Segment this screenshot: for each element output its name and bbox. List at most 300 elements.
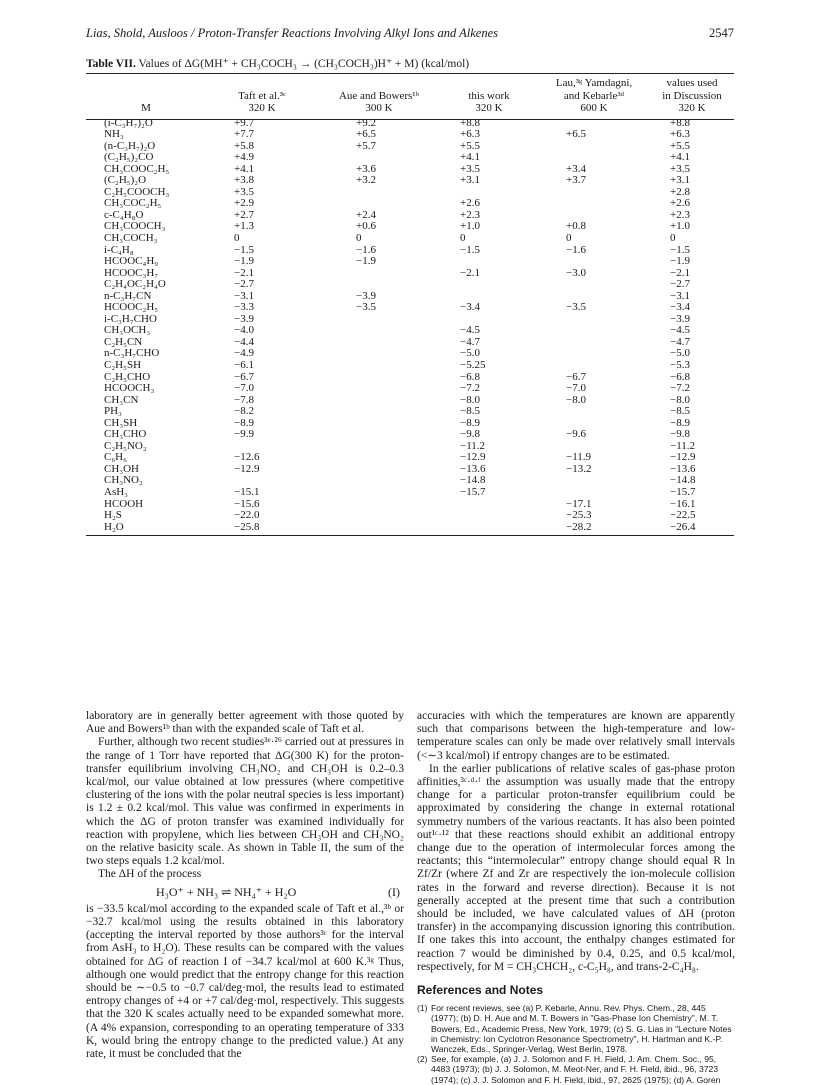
table-row	[86, 360, 734, 372]
value-cell	[538, 406, 650, 418]
value-cell: −17.1	[566, 497, 592, 510]
compound-cell: C₂H₅CN	[104, 335, 143, 348]
compound-cell: HCOOH	[104, 497, 144, 510]
table-row	[86, 510, 734, 522]
compound-cell: CH₃SH	[104, 416, 138, 429]
column-header-line	[206, 77, 318, 90]
value-cell: 0	[460, 231, 466, 244]
value-cell: +4.1	[670, 151, 690, 164]
value-cell	[538, 475, 650, 487]
compound-cell: (n-C₃H₇)₂O	[104, 139, 156, 152]
column-header-line: this work	[468, 89, 510, 102]
value-cell: 0	[566, 231, 572, 244]
value-cell: −25.8	[234, 520, 260, 533]
compound-cell: HCOOC₃H₇	[104, 266, 159, 279]
table-caption	[86, 56, 469, 70]
paragraph: is −33.5 kcal/mol according to the expanded scale of Taft et al.,³ᵇ or −32.7 kcal/mol using the results obtained in this laboratory (accepting the interval reported by those authors³ᶜ for the interval from AsH₃ to H₂O). These results can be compared with the values obtained for ΔG of reaction I of −34.7 kcal/mol at 600 K.³ᵍ Thus, although one would predict that the entropy change for this reaction should be ∼−0.5 to −0.7 cal/deg·mol, the results lead to estimated entropy changes of +4 or +7 cal/deg·mol, respectively. This suggests that the 320 K scales actually need to be expanded somewhat more. (A 4% expansion, corresponding to an operating temperature of 333 K, would bring the entropy change to the predicted value.) At any rate, it must be concluded that the	[86, 902, 404, 1061]
value-cell: −15.1	[234, 486, 260, 498]
value-cell	[318, 418, 440, 430]
value-cell	[440, 256, 538, 268]
paragraph: laboratory are in generally better agreement with those quoted by Aue and Bowers¹ᵇ than with the expanded scale of Taft et al.	[86, 710, 404, 736]
column-header-line: values used	[666, 77, 718, 89]
table-row	[86, 291, 734, 303]
table-top-rule	[86, 73, 734, 74]
value-cell: +2.6	[460, 197, 480, 210]
value-cell	[538, 210, 650, 222]
value-cell: +0.8	[566, 220, 586, 233]
value-cell: −26.4	[670, 520, 696, 533]
value-cell	[318, 441, 440, 453]
value-cell: −15.7	[670, 486, 696, 498]
value-cell: −5.0	[460, 347, 480, 360]
compound-cell: c-C₄H₈O	[104, 208, 144, 221]
table-row	[86, 152, 734, 164]
value-cell: −4.5	[460, 324, 480, 337]
value-cell: +9.7	[234, 116, 254, 129]
value-cell	[318, 475, 440, 487]
value-cell: +0.6	[356, 220, 376, 233]
table-row	[86, 221, 734, 233]
value-cell	[538, 348, 650, 360]
compound-cell: CH₃COCH₃	[104, 231, 158, 244]
table-row	[86, 429, 734, 441]
value-cell: +3.2	[356, 174, 376, 187]
value-cell	[440, 522, 538, 534]
value-cell	[318, 487, 440, 499]
table-row	[86, 256, 734, 268]
value-cell: −3.4	[670, 301, 690, 314]
table-row	[86, 475, 734, 487]
compound-cell: CH₃NO₂	[104, 474, 143, 487]
column-header-line: Lau,³ᵍ Yamdagni,	[555, 77, 633, 89]
value-cell: −1.5	[234, 243, 254, 256]
table-row	[86, 314, 734, 326]
column-header-line: Taft et al.³ᶜ	[238, 89, 286, 102]
value-cell: −8.9	[670, 416, 690, 429]
value-cell: −1.5	[670, 243, 690, 256]
value-cell: −3.0	[566, 266, 586, 279]
compound-cell: H₂O	[104, 520, 124, 533]
value-cell: −6.1	[234, 358, 254, 371]
value-cell: +3.7	[566, 174, 586, 187]
value-cell: +6.3	[670, 128, 690, 141]
value-cell	[538, 141, 650, 153]
column-header-line: Aue and Bowers¹ᵇ	[338, 89, 420, 102]
column-header-line	[440, 77, 538, 90]
table-row	[86, 406, 734, 418]
value-cell: −12.6	[234, 451, 260, 464]
table-caption-text: Values of ΔG(MH⁺ + CH₃COCH₃ → (CH₃COCH₃)H⁺ + M) (kcal/mol)	[138, 58, 470, 70]
value-cell	[318, 522, 440, 534]
value-cell: +8.8	[670, 116, 690, 129]
value-cell: −14.8	[670, 474, 696, 487]
value-cell	[440, 279, 538, 291]
value-cell: −8.0	[460, 393, 480, 406]
column-header	[650, 77, 734, 118]
value-cell: −8.9	[460, 416, 480, 429]
table-label: Table VII.	[86, 58, 136, 70]
column-header-line: 320 K	[678, 102, 706, 114]
value-cell	[318, 464, 440, 476]
value-cell	[318, 198, 440, 210]
value-cell	[206, 441, 318, 453]
compound-cell: CH₃COOCH₃	[104, 220, 166, 233]
value-cell: −3.9	[356, 289, 376, 302]
table-row	[86, 499, 734, 511]
table-header-row	[86, 77, 734, 118]
table-row	[86, 522, 734, 534]
value-cell: −1.6	[356, 243, 376, 256]
table-row	[86, 325, 734, 337]
value-cell	[318, 499, 440, 511]
value-cell: −8.2	[234, 405, 254, 418]
value-cell: −4.7	[670, 335, 690, 348]
value-cell: +2.8	[670, 185, 690, 198]
value-cell: +3.5	[670, 162, 690, 175]
value-cell: −2.1	[234, 266, 254, 279]
value-cell: −5.3	[670, 358, 690, 371]
value-cell	[440, 314, 538, 326]
left-column	[86, 710, 404, 1061]
value-cell: +2.3	[670, 208, 690, 221]
value-cell: −12.9	[670, 451, 696, 464]
equation-I	[86, 882, 404, 903]
value-cell: −7.2	[670, 382, 690, 395]
compound-cell: CH₃COC₂H₅	[104, 197, 162, 210]
compound-cell: CH₃CHO	[104, 428, 147, 441]
value-cell: −3.3	[234, 301, 254, 314]
value-cell	[538, 187, 650, 199]
value-cell	[538, 360, 650, 372]
table-bottom-rule	[86, 535, 734, 536]
value-cell: 0	[670, 231, 676, 244]
value-cell: −22.5	[670, 509, 696, 522]
value-cell	[206, 475, 318, 487]
paragraph: accuracies with which the temperatures are known are apparently such that comparisons between the high-temperature and low-temperature scales can only be made over relatively small intervals (<∼3 kcal/mol) if entropy changes are to be estimated.	[417, 710, 735, 762]
value-cell: −13.6	[460, 462, 486, 475]
value-cell: +2.6	[670, 197, 690, 210]
value-cell: −4.9	[234, 347, 254, 360]
value-cell: −8.0	[566, 393, 586, 406]
compound-cell: n-C₃H₇CHO	[104, 347, 160, 360]
value-cell: −3.9	[234, 312, 254, 325]
value-cell: +5.7	[356, 139, 376, 152]
value-cell: −2.7	[234, 278, 254, 291]
column-header	[206, 77, 318, 118]
value-cell: −4.5	[670, 324, 690, 337]
column-header-line	[318, 77, 440, 90]
table-row	[86, 279, 734, 291]
table-row	[86, 245, 734, 257]
table-row	[86, 452, 734, 464]
value-cell	[440, 187, 538, 199]
value-cell	[538, 487, 650, 499]
compound-cell: (i-C₃H₇)₂O	[104, 116, 153, 129]
value-cell	[318, 383, 440, 395]
value-cell	[538, 256, 650, 268]
value-cell: −9.6	[566, 428, 586, 441]
value-cell: +6.3	[460, 128, 480, 141]
value-cell: +6.5	[356, 128, 376, 141]
compound-cell: HCOOC₄H₉	[104, 255, 159, 268]
table-header-rule	[86, 119, 734, 120]
value-cell: −5.25	[460, 358, 486, 371]
value-cell: −25.3	[566, 509, 592, 522]
reference-number: (1)	[417, 1003, 428, 1014]
value-cell: −3.5	[356, 301, 376, 314]
value-cell: −13.6	[670, 462, 696, 475]
running-title: Lias, Shold, Ausloos / Proton-Transfer Reactions Involving Alkyl Ions and Alkenes	[86, 26, 499, 40]
value-cell: −7.0	[234, 382, 254, 395]
table-row	[86, 129, 734, 141]
value-cell: +2.4	[356, 208, 376, 221]
value-cell: −3.4	[460, 301, 480, 314]
value-cell: +4.9	[234, 151, 254, 164]
value-cell: +3.1	[670, 174, 690, 187]
table-row	[86, 383, 734, 395]
value-cell	[318, 314, 440, 326]
value-cell: −12.9	[234, 462, 260, 475]
value-cell: −1.6	[566, 243, 586, 256]
column-header	[538, 77, 650, 118]
value-cell: −6.8	[670, 370, 690, 383]
value-cell	[538, 325, 650, 337]
column-header-line: 300 K	[365, 102, 393, 114]
value-cell	[538, 418, 650, 430]
value-cell	[538, 441, 650, 453]
table-row	[86, 302, 734, 314]
column-header-line: 320 K	[248, 102, 276, 114]
value-cell: +2.3	[460, 208, 480, 221]
table-row	[86, 198, 734, 210]
value-cell: +5.5	[670, 139, 690, 152]
value-cell: 0	[356, 231, 362, 244]
column-header-line: and Kebarle³ᵈ	[563, 89, 625, 102]
column-header	[318, 77, 440, 118]
value-cell: +9.2	[356, 116, 376, 129]
compound-cell: C₂H₅NO₂	[104, 439, 147, 452]
value-cell: −1.9	[234, 255, 254, 268]
value-cell: +3.1	[460, 174, 480, 187]
compound-cell: i-C₃H₇CHO	[104, 312, 157, 325]
value-cell	[440, 510, 538, 522]
value-cell: −28.2	[566, 520, 592, 533]
value-cell: +7.7	[234, 128, 254, 141]
value-cell: −6.8	[460, 370, 480, 383]
value-cell: −4.4	[234, 335, 254, 348]
column-header	[86, 77, 206, 118]
value-cell: −15.7	[460, 486, 486, 498]
value-cell	[318, 510, 440, 522]
column-header-line: 320 K	[475, 102, 503, 114]
value-cell	[538, 337, 650, 349]
value-cell: −3.1	[234, 289, 254, 302]
value-cell: −8.5	[460, 405, 480, 418]
value-cell: +3.5	[460, 162, 480, 175]
compound-cell: C₆H₆	[104, 451, 127, 464]
value-cell: −2.1	[670, 266, 690, 279]
value-cell: −16.1	[670, 497, 696, 510]
value-cell: −6.7	[566, 370, 586, 383]
value-cell: 0	[234, 231, 240, 244]
value-cell	[318, 452, 440, 464]
value-cell	[318, 279, 440, 291]
value-cell: +4.1	[460, 151, 480, 164]
data-table	[86, 77, 734, 533]
value-cell: +1.3	[234, 220, 254, 233]
value-cell: +3.5	[234, 185, 254, 198]
compound-cell: CH₃CN	[104, 393, 139, 406]
reference-item	[417, 1054, 735, 1085]
table-row	[86, 164, 734, 176]
compound-cell: HCOOCH₃	[104, 382, 155, 395]
table-row	[86, 441, 734, 453]
equation-body: H₃O⁺ + NH₃ ⇌ NH₄⁺ + H₂O	[156, 884, 297, 899]
paragraph: The ΔH of the process	[98, 868, 202, 881]
paragraph: Further, although two recent studies³ᵉ·²⁶ carried out at pressures in the range of 1 Torr have reported that ΔG(300 K) for the proton-transfer equilibrium involving CH₃NO₂ and CH₃OH is 0.2–0.3 kcal/mol, our value obtained at low pressures (where competitive clustering of the ions with the polar neutral species is less important) is 1.2 ± 0.2 kcal/mol. This value was confirmed in experiments in which the ΔG of proton transfer was examined individually for reaction with propylene, which lies between CH₃OH and CH₃NO₂ on the relative basicity scale. As shown in Table II, the sum of the two steps equals 1.2 kcal/mol.	[86, 736, 404, 868]
value-cell: +3.4	[566, 162, 586, 175]
table-row	[86, 187, 734, 199]
right-column	[417, 710, 735, 1085]
value-cell: −1.5	[460, 243, 480, 256]
value-cell	[538, 291, 650, 303]
table-row	[86, 348, 734, 360]
value-cell: −7.0	[566, 382, 586, 395]
value-cell: +8.8	[460, 116, 480, 129]
value-cell	[440, 291, 538, 303]
value-cell: −14.8	[460, 474, 486, 487]
value-cell	[440, 499, 538, 511]
value-cell	[538, 198, 650, 210]
compound-cell: CH₃OCH₃	[104, 324, 151, 337]
value-cell: −7.8	[234, 393, 254, 406]
reference-number: (2)	[417, 1054, 428, 1065]
value-cell: +5.5	[460, 139, 480, 152]
value-cell	[318, 152, 440, 164]
value-cell: +2.9	[234, 197, 254, 210]
value-cell	[318, 187, 440, 199]
compound-cell: C₂H₅CHO	[104, 370, 151, 383]
value-cell: +3.8	[234, 174, 254, 187]
value-cell	[318, 372, 440, 384]
value-cell: +4.1	[234, 162, 254, 175]
value-cell: −12.9	[460, 451, 486, 464]
compound-cell: (C₂H₅)₂O	[104, 174, 147, 187]
value-cell: +5.8	[234, 139, 254, 152]
value-cell	[538, 152, 650, 164]
references-heading: References and Notes	[417, 983, 544, 998]
value-cell: −5.0	[670, 347, 690, 360]
value-cell: +1.0	[460, 220, 480, 233]
value-cell	[318, 429, 440, 441]
value-cell: −2.1	[460, 266, 480, 279]
compound-cell: (C₂H₅)₂CO	[104, 151, 154, 164]
column-header-line: M	[141, 102, 151, 114]
column-header-line	[86, 77, 206, 90]
table-row	[86, 175, 734, 187]
value-cell	[318, 348, 440, 360]
column-header	[440, 77, 538, 118]
value-cell	[318, 325, 440, 337]
table-row	[86, 141, 734, 153]
page-number: 2547	[709, 26, 734, 40]
value-cell: +1.0	[670, 220, 690, 233]
compound-cell: AsH₃	[104, 486, 129, 498]
value-cell: −6.7	[234, 370, 254, 383]
value-cell: −1.9	[670, 255, 690, 268]
compound-cell: PH₃	[104, 405, 122, 418]
equation-number: (I)	[388, 884, 400, 899]
value-cell: −11.2	[460, 439, 486, 452]
compound-cell: HCOOC₂H₅	[104, 301, 159, 314]
value-cell: −8.0	[670, 393, 690, 406]
table-row	[86, 268, 734, 280]
table-row	[86, 395, 734, 407]
value-cell: −9.8	[670, 428, 690, 441]
compound-cell: n-C₃H₇CN	[104, 289, 152, 302]
value-cell: −8.9	[234, 416, 254, 429]
reference-item	[417, 1003, 735, 1054]
value-cell: −13.2	[566, 462, 592, 475]
compound-cell: C₂H₄OC₂H₄O	[104, 278, 166, 291]
table-row	[86, 464, 734, 476]
reference-text: See, for example, (a) J. J. Solomon and F. H. Field, J. Am. Chem. Soc., 95, 4483 (1973); (b) J. J. Solomon, M. Meot-Ner, and F. H. Field, ibid., 96, 3723 (1974); (c) J. J. Solomon and F. H. Field, ibid., 97, 2625 (1975); (d) A. Goren	[431, 1054, 721, 1085]
value-cell: −2.7	[670, 278, 690, 291]
value-cell: −11.2	[670, 439, 696, 452]
value-cell: +3.6	[356, 162, 376, 175]
table-row	[86, 337, 734, 349]
value-cell	[538, 279, 650, 291]
running-header	[86, 26, 734, 44]
value-cell: −3.5	[566, 301, 586, 314]
value-cell: −8.5	[670, 405, 690, 418]
value-cell: +2.7	[234, 208, 254, 221]
column-header-line: 600 K	[580, 102, 608, 114]
value-cell: −22.0	[234, 509, 260, 522]
column-header-line: in Discussion	[662, 89, 722, 102]
value-cell	[318, 268, 440, 280]
table-row	[86, 487, 734, 499]
table-row	[86, 233, 734, 245]
compound-cell: C₂H₅COOCH₃	[104, 185, 170, 198]
compound-cell: C₂H₅SH	[104, 358, 142, 371]
value-cell	[318, 395, 440, 407]
value-cell	[318, 406, 440, 418]
value-cell: −3.1	[670, 289, 690, 302]
table-row	[86, 210, 734, 222]
references-list	[417, 1003, 735, 1085]
table-row	[86, 418, 734, 430]
value-cell: −3.9	[670, 312, 690, 325]
value-cell	[318, 360, 440, 372]
value-cell: −9.8	[460, 428, 480, 441]
column-header-line	[86, 90, 206, 103]
value-cell: −9.9	[234, 428, 254, 441]
value-cell: −1.9	[356, 255, 376, 268]
compound-cell: CH₃OH	[104, 462, 140, 475]
compound-cell: NH₃	[104, 128, 124, 141]
value-cell: −11.9	[566, 451, 592, 464]
value-cell: −7.2	[460, 382, 480, 395]
value-cell	[538, 314, 650, 326]
value-cell	[318, 337, 440, 349]
value-cell: −4.7	[460, 335, 480, 348]
value-cell: −4.0	[234, 324, 254, 337]
value-cell: +6.5	[566, 128, 586, 141]
compound-cell: H₂S	[104, 509, 122, 522]
reference-text: For recent reviews, see (a) P. Kebarle, Annu. Rev. Phys. Chem., 28, 445 (1977); (b) D. H. Aue and M. T. Bowers in "Gas-Phase Ion Chemistry", M. T. Bowers, Ed., Academic Press, New York, 1979; (c) S. G. Lias in "Lecture Notes in Chemistry: Ion Cyclotron Resonance Spectrometry", H. Hartman and K.-P. Wanczek, Eds., Springer-Verlag, West Berlin, 1978.	[431, 1003, 732, 1055]
compound-cell: CH₃COOC₂H₅	[104, 162, 170, 175]
